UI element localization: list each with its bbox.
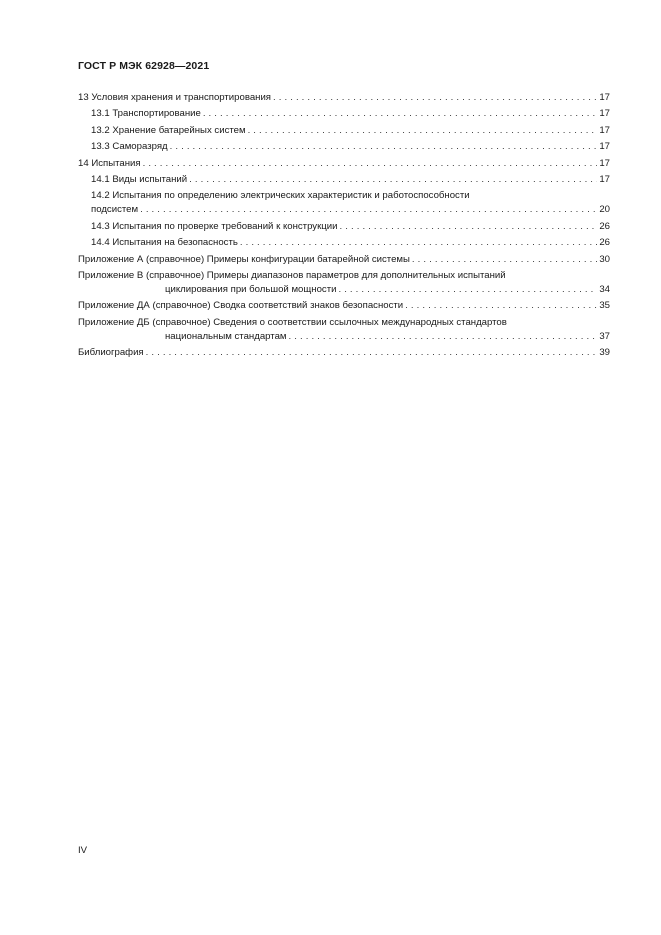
toc-entry-text: Приложение В (справочное) Примеры диапазонов параметров для дополнительных испытаний — [78, 269, 506, 281]
toc-entry-annex-b[interactable] — [78, 269, 610, 297]
toc-dot-leader — [248, 124, 598, 138]
toc-page-number: 20 — [599, 204, 610, 216]
document-header-title: ГОСТ Р МЭК 62928—2021 — [78, 60, 210, 72]
toc-dot-leader — [189, 173, 597, 187]
toc-dot-leader — [338, 283, 597, 297]
toc-entry-annex-a[interactable] — [78, 253, 610, 267]
toc-entry-13[interactable] — [78, 91, 610, 105]
toc-page-number: 34 — [599, 283, 610, 295]
toc-page-number: 17 — [599, 141, 610, 153]
toc-entry-text-continued: подсистем — [91, 204, 139, 216]
toc-page-number: 39 — [599, 347, 610, 359]
toc-page-number: 17 — [599, 108, 610, 120]
toc-entry-14-4[interactable] — [78, 236, 610, 250]
toc-entry-bibliography[interactable] — [78, 346, 610, 360]
toc-dot-leader — [289, 330, 598, 344]
table-of-contents — [78, 91, 610, 362]
toc-entry-text: 14.4 Испытания на безопасность — [91, 237, 238, 249]
toc-dot-leader — [273, 91, 597, 105]
toc-entry-annex-da[interactable] — [78, 299, 610, 313]
toc-entry-text: Приложение ДА (справочное) Сводка соответствий знаков безопасности — [78, 300, 404, 312]
toc-entry-text: 13 Условия хранения и транспортирования — [78, 92, 272, 103]
toc-entry-text: 14.1 Виды испытаний — [91, 173, 188, 185]
toc-page-number: 30 — [599, 253, 610, 265]
toc-page-number: 35 — [599, 300, 610, 312]
toc-entry-text: 13.3 Саморазряд — [91, 141, 168, 153]
toc-dot-leader — [405, 299, 597, 313]
toc-dot-leader — [412, 253, 597, 267]
toc-entry-text-continued: национальным стандартам — [165, 330, 287, 342]
page-number-footer: IV — [78, 845, 88, 856]
toc-entry-14[interactable] — [78, 157, 610, 171]
toc-entry-14-3[interactable] — [78, 220, 610, 234]
toc-dot-leader — [240, 236, 597, 250]
toc-dot-leader — [340, 220, 598, 234]
toc-dot-leader — [143, 157, 598, 171]
toc-dot-leader — [140, 203, 597, 217]
toc-entry-text: 14.3 Испытания по проверке требований к конструкции — [91, 220, 338, 232]
toc-entry-text: Приложение А (справочное) Примеры конфигурации батарейной системы — [78, 253, 410, 265]
toc-dot-leader — [170, 140, 598, 154]
toc-page-number: 17 — [599, 173, 610, 185]
toc-page-number: 17 — [599, 157, 610, 169]
toc-page-number: 26 — [599, 220, 610, 232]
toc-entry-text: 13.1 Транспортирование — [91, 108, 201, 120]
toc-entry-13-1[interactable] — [78, 107, 610, 121]
toc-entry-14-1[interactable] — [78, 173, 610, 187]
toc-page-number: 17 — [599, 124, 610, 136]
toc-entry-13-2[interactable] — [78, 124, 610, 138]
toc-entry-annex-db[interactable] — [78, 316, 610, 344]
toc-entry-text: 14 Испытания — [78, 157, 141, 169]
toc-dot-leader — [203, 107, 598, 121]
toc-entry-14-2[interactable] — [78, 189, 610, 217]
toc-entry-text: 14.2 Испытания по определению электрических характеристик и работоспособности — [91, 190, 470, 202]
toc-entry-text: 13.2 Хранение батарейных систем — [91, 124, 246, 136]
toc-page-number: 37 — [599, 330, 610, 342]
toc-page-number: 17 — [599, 92, 610, 103]
toc-entry-text: Приложение ДБ (справочное) Сведения о соответствии ссылочных международных стандартов — [78, 316, 507, 328]
toc-entry-13-3[interactable] — [78, 140, 610, 154]
toc-page-number: 26 — [599, 237, 610, 249]
toc-dot-leader — [146, 346, 598, 360]
toc-entry-text: Библиография — [78, 347, 144, 359]
toc-entry-text-continued: циклирования при большой мощности — [165, 283, 337, 295]
